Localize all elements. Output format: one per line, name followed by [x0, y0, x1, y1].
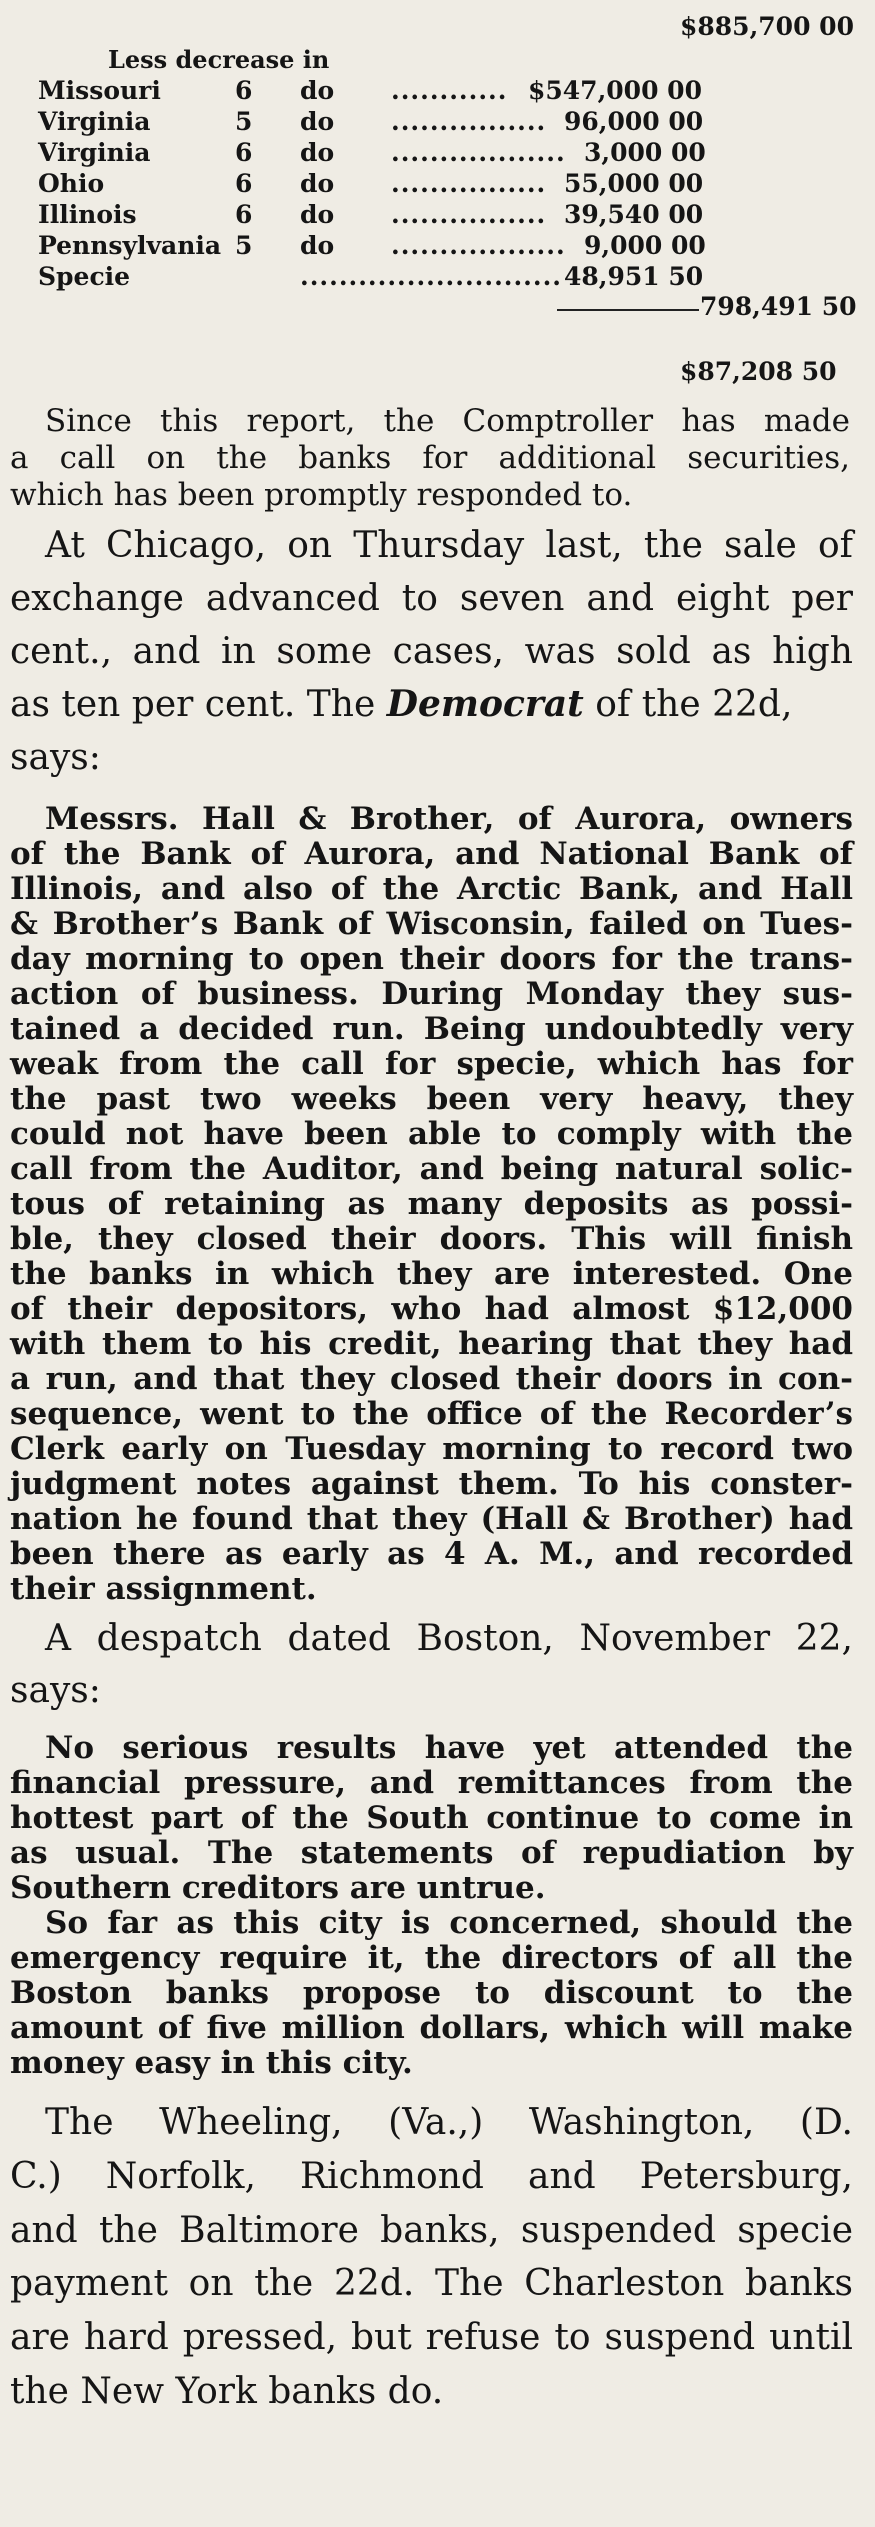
table-row	[38, 262, 130, 291]
table-row	[38, 107, 150, 136]
state-name: Virginia	[38, 107, 151, 136]
newspaper-name: Democrat	[386, 683, 584, 725]
table-heading: Less decrease in	[108, 45, 330, 74]
state-name: Virginia	[38, 138, 151, 167]
table-row	[38, 200, 137, 229]
state-name: Specie	[38, 262, 131, 291]
table-row	[38, 138, 150, 167]
state-name: Ohio	[38, 169, 105, 198]
newspaper-column: $885,700 00 Less decrease in Missouri 6 do ............ $547,000 00 Virginia 5 do ................ 96,000 00 Virginia 6 do .................. 3,000 00 Ohio 6 do ................ 55,000 00 Illinois 6 do ................ 39,540 00 Pennsylvania 5 do .................. 9,000 00 Specie ........................... 48,951 50 798,491 50 $87,208 50 Since this report, the Comptroller has made a call on the banks for additional securities, which has been promptly responded to. At Chicago, on Thursday last, the sale of exchange advanced to seven and eight per cent., and in some cases, was sold as high as ten per cent. The Democrat of the 22d, says: Messrs. Hall & Brother, of Aurora, owners of the Bank of Aurora, and National Bank of Illinois, and also of the Arctic Bank, and Hall & Brother’s Bank of Wisconsin, failed on Tues- day morning to open their doors for the trans- action of business. During Monday they sus- tained a decided run. Being undoubtedly very weak from the call for specie, which has for the past two weeks been very heavy, they could not have been able to comply with the call from the Auditor, and being natural solic- tous of retaining as many deposits as possi- ble, they closed their doors. This will finish the banks in which they are interested. One of their depositors, who had almost $12,000 with them to his credit, hearing that they had a run, and that they closed their doors in con- sequence, went to the office of the Recorder’s Clerk early on Tuesday morning to record two judgment notes against them. To his conster- nation he found that they (Hall & Brother) had been there as early as 4 A. M., and recorded their assignment. A despatch dated Boston, November 22, says: No serious results have yet attended the financial pressure, and remittances from the hottest part of the South continue to come in as usual. The statements of repudiation by Southern creditors are untrue. So far as this city is concerned, should the emergency require it, the directors of all the Boston banks propose to discount to the amount of five million dollars, which will make money easy in this city. The Wheeling, (Va.,) Washington, (D. C.) Norfolk, Richmond and Petersburg, and the Baltimore banks, suspended specie payment on the 22d. The Charleston banks are hard pressed, but refuse to suspend until the New York banks do.	[10, 12, 857, 2412]
table-row	[38, 231, 221, 260]
subtotal-rule	[557, 309, 699, 311]
top-total: $885,700 00	[680, 12, 854, 41]
state-name: Pennsylvania	[38, 231, 222, 260]
state-name: Missouri	[38, 76, 161, 105]
subtotal: 798,491 50	[700, 292, 857, 321]
table-row	[38, 169, 104, 198]
table-row	[38, 76, 161, 105]
state-name: Illinois	[38, 200, 137, 229]
net-total: $87,208 50	[680, 357, 837, 386]
